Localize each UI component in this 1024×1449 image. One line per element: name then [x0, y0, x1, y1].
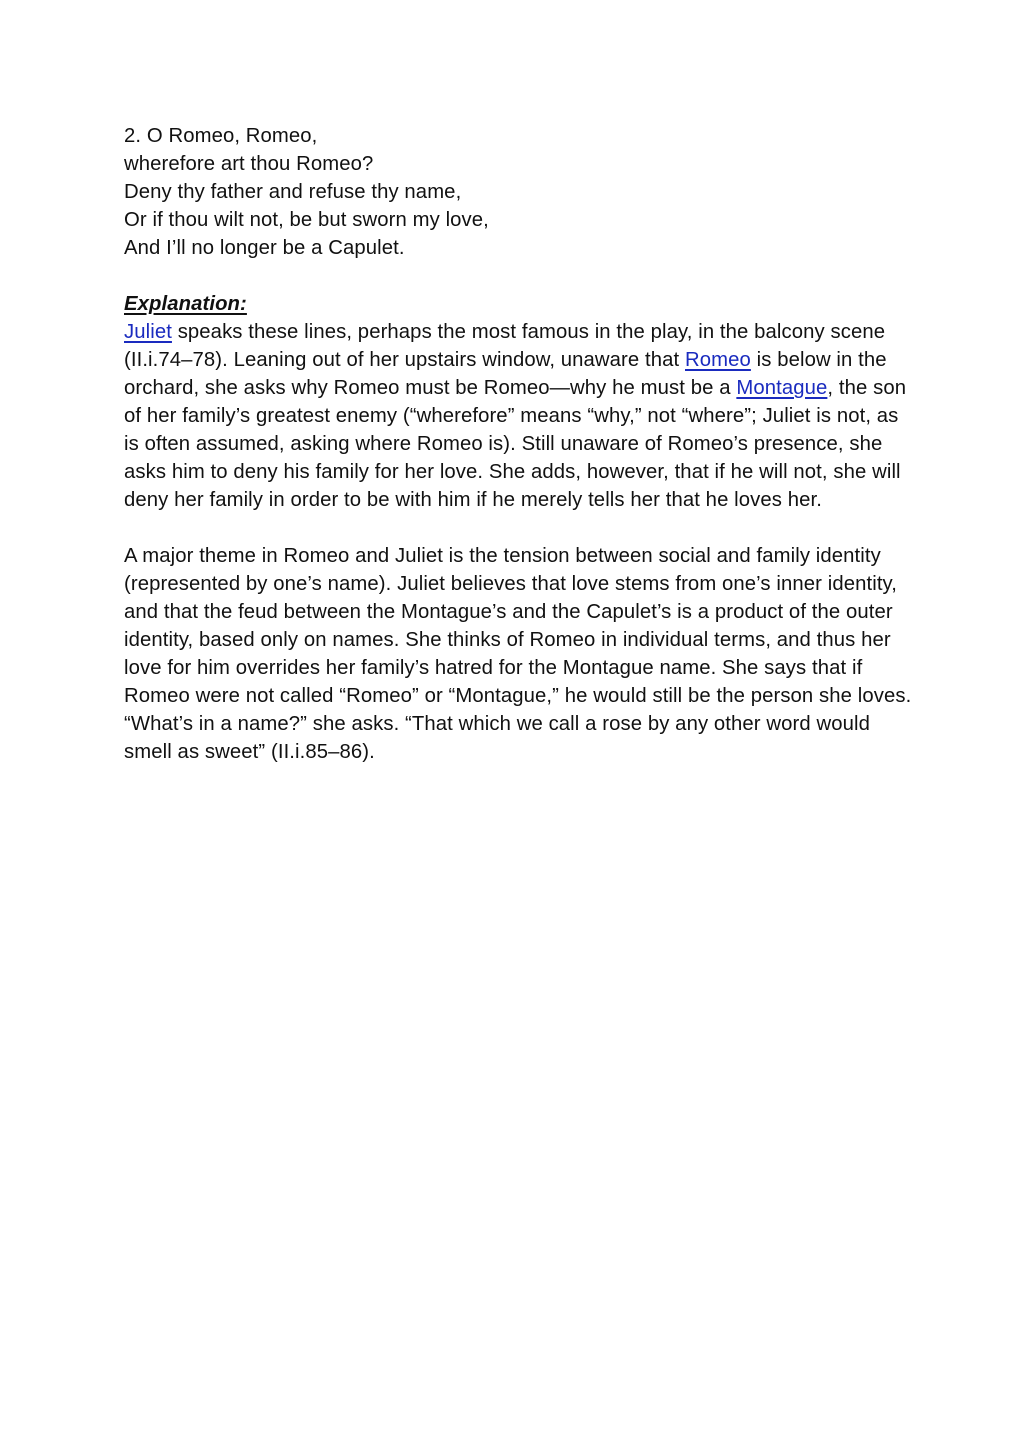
quote-block	[124, 122, 914, 262]
explanation-heading: Explanation:	[124, 293, 247, 315]
document-page	[124, 122, 914, 766]
spacer	[124, 262, 914, 290]
explanation-paragraph-2: A major theme in Romeo and Juliet is the tension between social and family identity (represented by one’s name). Juliet believes that love stems from one’s inner identity, and that the feud between the Montague’s and the Capulet’s is a product of the outer identity, based only on names. She thinks of Romeo in individual terms, and thus her love for him overrides her family’s hatred for the Montague name. She says that if Romeo were not called “Romeo” or “Montague,” he would still be the person she loves. “What’s in a name?” she asks. “That which we call a rose by any other word would smell as sweet” (II.i.85–86).	[124, 545, 912, 763]
paragraph-1-text-a: speaks these lines, perhaps the most famous in the play, in the balcony scene (II.i.74–78). Leaning out of her upstairs window, unaware that	[124, 321, 886, 371]
romeo-link[interactable]: Romeo	[685, 349, 751, 371]
juliet-link[interactable]: Juliet	[124, 321, 172, 343]
paragraph-1-text-c: , the son of her family’s greatest enemy (“wherefore” means “why,” not “where”; Juliet is not, as is often assumed, asking where Romeo is). Still unaware of Romeo’s presence, she asks him to deny his family for her love. She adds, however, that if he will not, she will deny her family in order to be with him if he merely tells her that he loves her.	[124, 377, 907, 511]
montague-link[interactable]: Montague	[736, 377, 828, 399]
spacer	[124, 514, 914, 542]
quote-line-3: Deny thy father and refuse thy name,	[124, 181, 462, 203]
explanation-paragraph-1	[124, 318, 914, 514]
quote-line-2: wherefore art thou Romeo?	[124, 153, 374, 175]
quote-line-4: Or if thou wilt not, be but sworn my love,	[124, 209, 489, 231]
paragraph-1-text-b: is below in the orchard, she asks why Romeo must be Romeo—why he must be a	[124, 349, 887, 399]
quote-line-5: And I’ll no longer be a Capulet.	[124, 237, 405, 259]
quote-line-1: 2. O Romeo, Romeo,	[124, 125, 318, 147]
